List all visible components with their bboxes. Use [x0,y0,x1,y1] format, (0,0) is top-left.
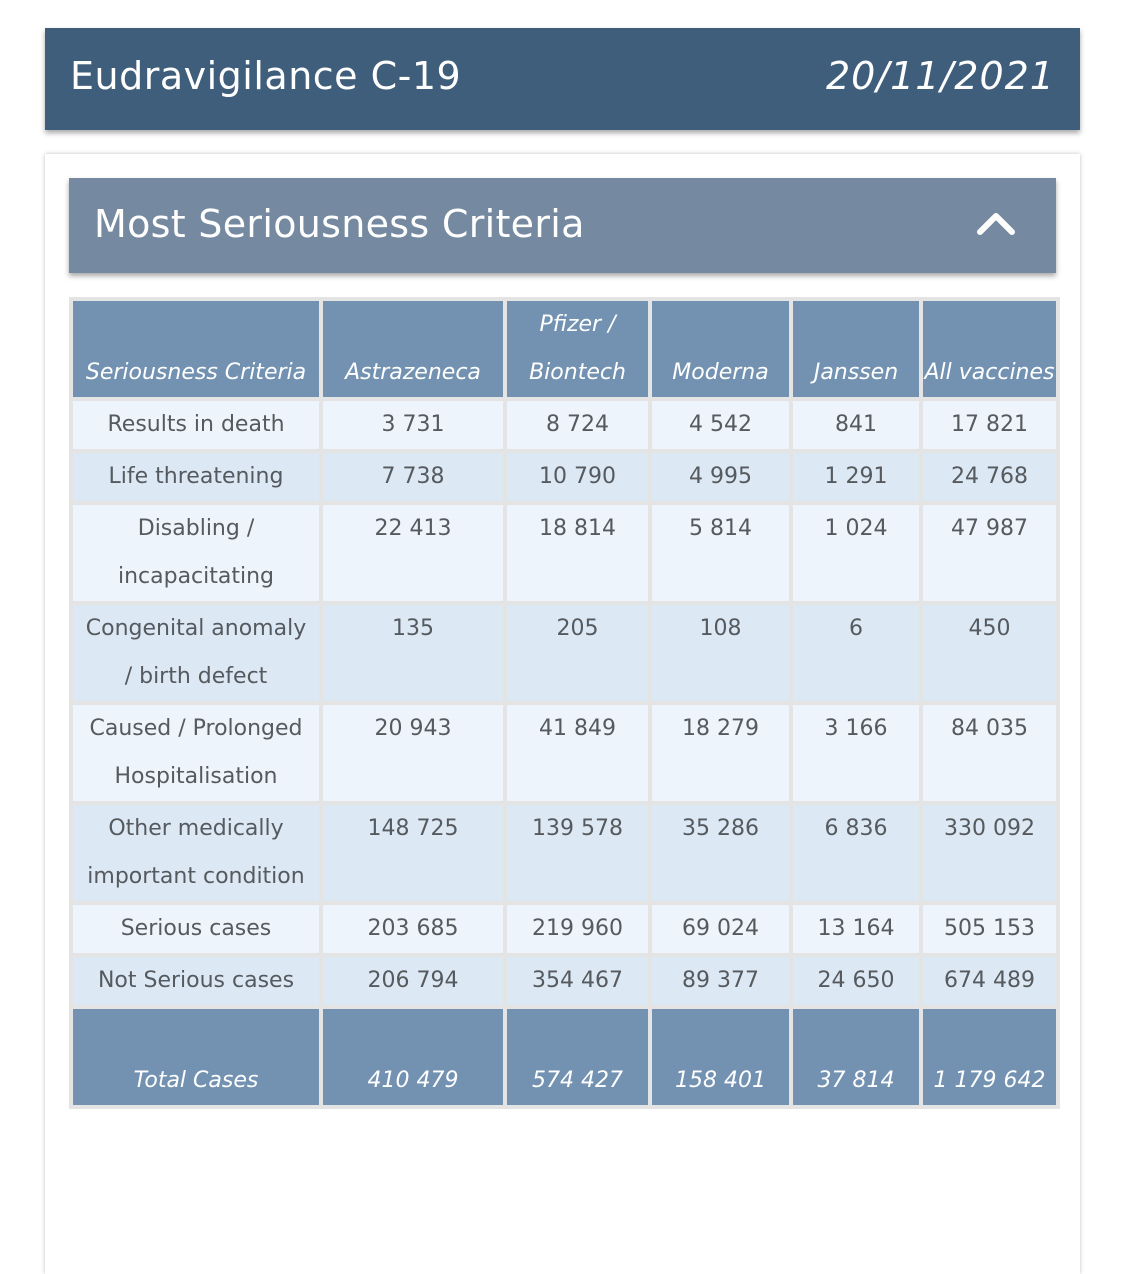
column-header-moderna: Moderna [652,301,789,397]
cell-value: 69 024 [652,905,789,953]
cell-value: 18 279 [652,705,789,801]
cell-value: 450 [923,605,1056,701]
table-row [73,605,1056,701]
cell-value: 7 738 [323,453,503,501]
app-title: Eudravigilance C-19 [70,54,462,98]
row-label: Disabling / incapacitating [73,505,319,601]
row-label: Congenital anomaly / birth defect [73,605,319,701]
total-value: 1 179 642 [923,1009,1056,1105]
cell-value: 24 768 [923,453,1056,501]
seriousness-table [69,297,1060,1109]
cell-value: 84 035 [923,705,1056,801]
table-row [73,401,1056,449]
total-value: 158 401 [652,1009,789,1105]
row-label: Not Serious cases [73,957,319,1005]
cell-value: 205 [507,605,648,701]
cell-value: 674 489 [923,957,1056,1005]
cell-value: 41 849 [507,705,648,801]
row-label: Results in death [73,401,319,449]
cell-value: 89 377 [652,957,789,1005]
cell-value: 4 542 [652,401,789,449]
cell-value: 1 024 [793,505,919,601]
table-header-row [73,301,1056,397]
cell-value: 20 943 [323,705,503,801]
row-label: Serious cases [73,905,319,953]
cell-value: 3 731 [323,401,503,449]
cell-value: 5 814 [652,505,789,601]
table-row [73,957,1056,1005]
column-header-janssen: Janssen [793,301,919,397]
app-header [45,28,1080,130]
cell-value: 135 [323,605,503,701]
cell-value: 8 724 [507,401,648,449]
table-row [73,505,1056,601]
cell-value: 10 790 [507,453,648,501]
section-header-toggle[interactable] [69,178,1056,273]
column-header-astrazeneca: Astrazeneca [323,301,503,397]
cell-value: 22 413 [323,505,503,601]
cell-value: 13 164 [793,905,919,953]
cell-value: 139 578 [507,805,648,901]
row-label: Life threatening [73,453,319,501]
column-header-criteria: Seriousness Criteria [73,301,319,397]
section-title: Most Seriousness Criteria [94,202,585,246]
total-row [73,1009,1056,1105]
row-label: Other medically important condition [73,805,319,901]
total-value: 574 427 [507,1009,648,1105]
cell-value: 17 821 [923,401,1056,449]
cell-value: 3 166 [793,705,919,801]
cell-value: 47 987 [923,505,1056,601]
cell-value: 4 995 [652,453,789,501]
cell-value: 6 836 [793,805,919,901]
cell-value: 148 725 [323,805,503,901]
total-value: 37 814 [793,1009,919,1105]
cell-value: 206 794 [323,957,503,1005]
chevron-up-icon[interactable] [976,208,1016,238]
report-date: 20/11/2021 [825,54,1055,98]
table-row [73,905,1056,953]
column-header-pfizer: Pfizer / Biontech [507,301,648,397]
cell-value: 108 [652,605,789,701]
cell-value: 35 286 [652,805,789,901]
cell-value: 219 960 [507,905,648,953]
content-card [45,154,1080,1274]
cell-value: 6 [793,605,919,701]
table-row [73,705,1056,801]
cell-value: 841 [793,401,919,449]
cell-value: 18 814 [507,505,648,601]
cell-value: 1 291 [793,453,919,501]
cell-value: 203 685 [323,905,503,953]
row-label: Caused / Prolonged Hospitalisation [73,705,319,801]
cell-value: 505 153 [923,905,1056,953]
cell-value: 24 650 [793,957,919,1005]
total-value: 410 479 [323,1009,503,1105]
cell-value: 330 092 [923,805,1056,901]
column-header-all-vaccines: All vaccines [923,301,1056,397]
table-row [73,453,1056,501]
table-row [73,805,1056,901]
total-label: Total Cases [73,1009,319,1105]
cell-value: 354 467 [507,957,648,1005]
